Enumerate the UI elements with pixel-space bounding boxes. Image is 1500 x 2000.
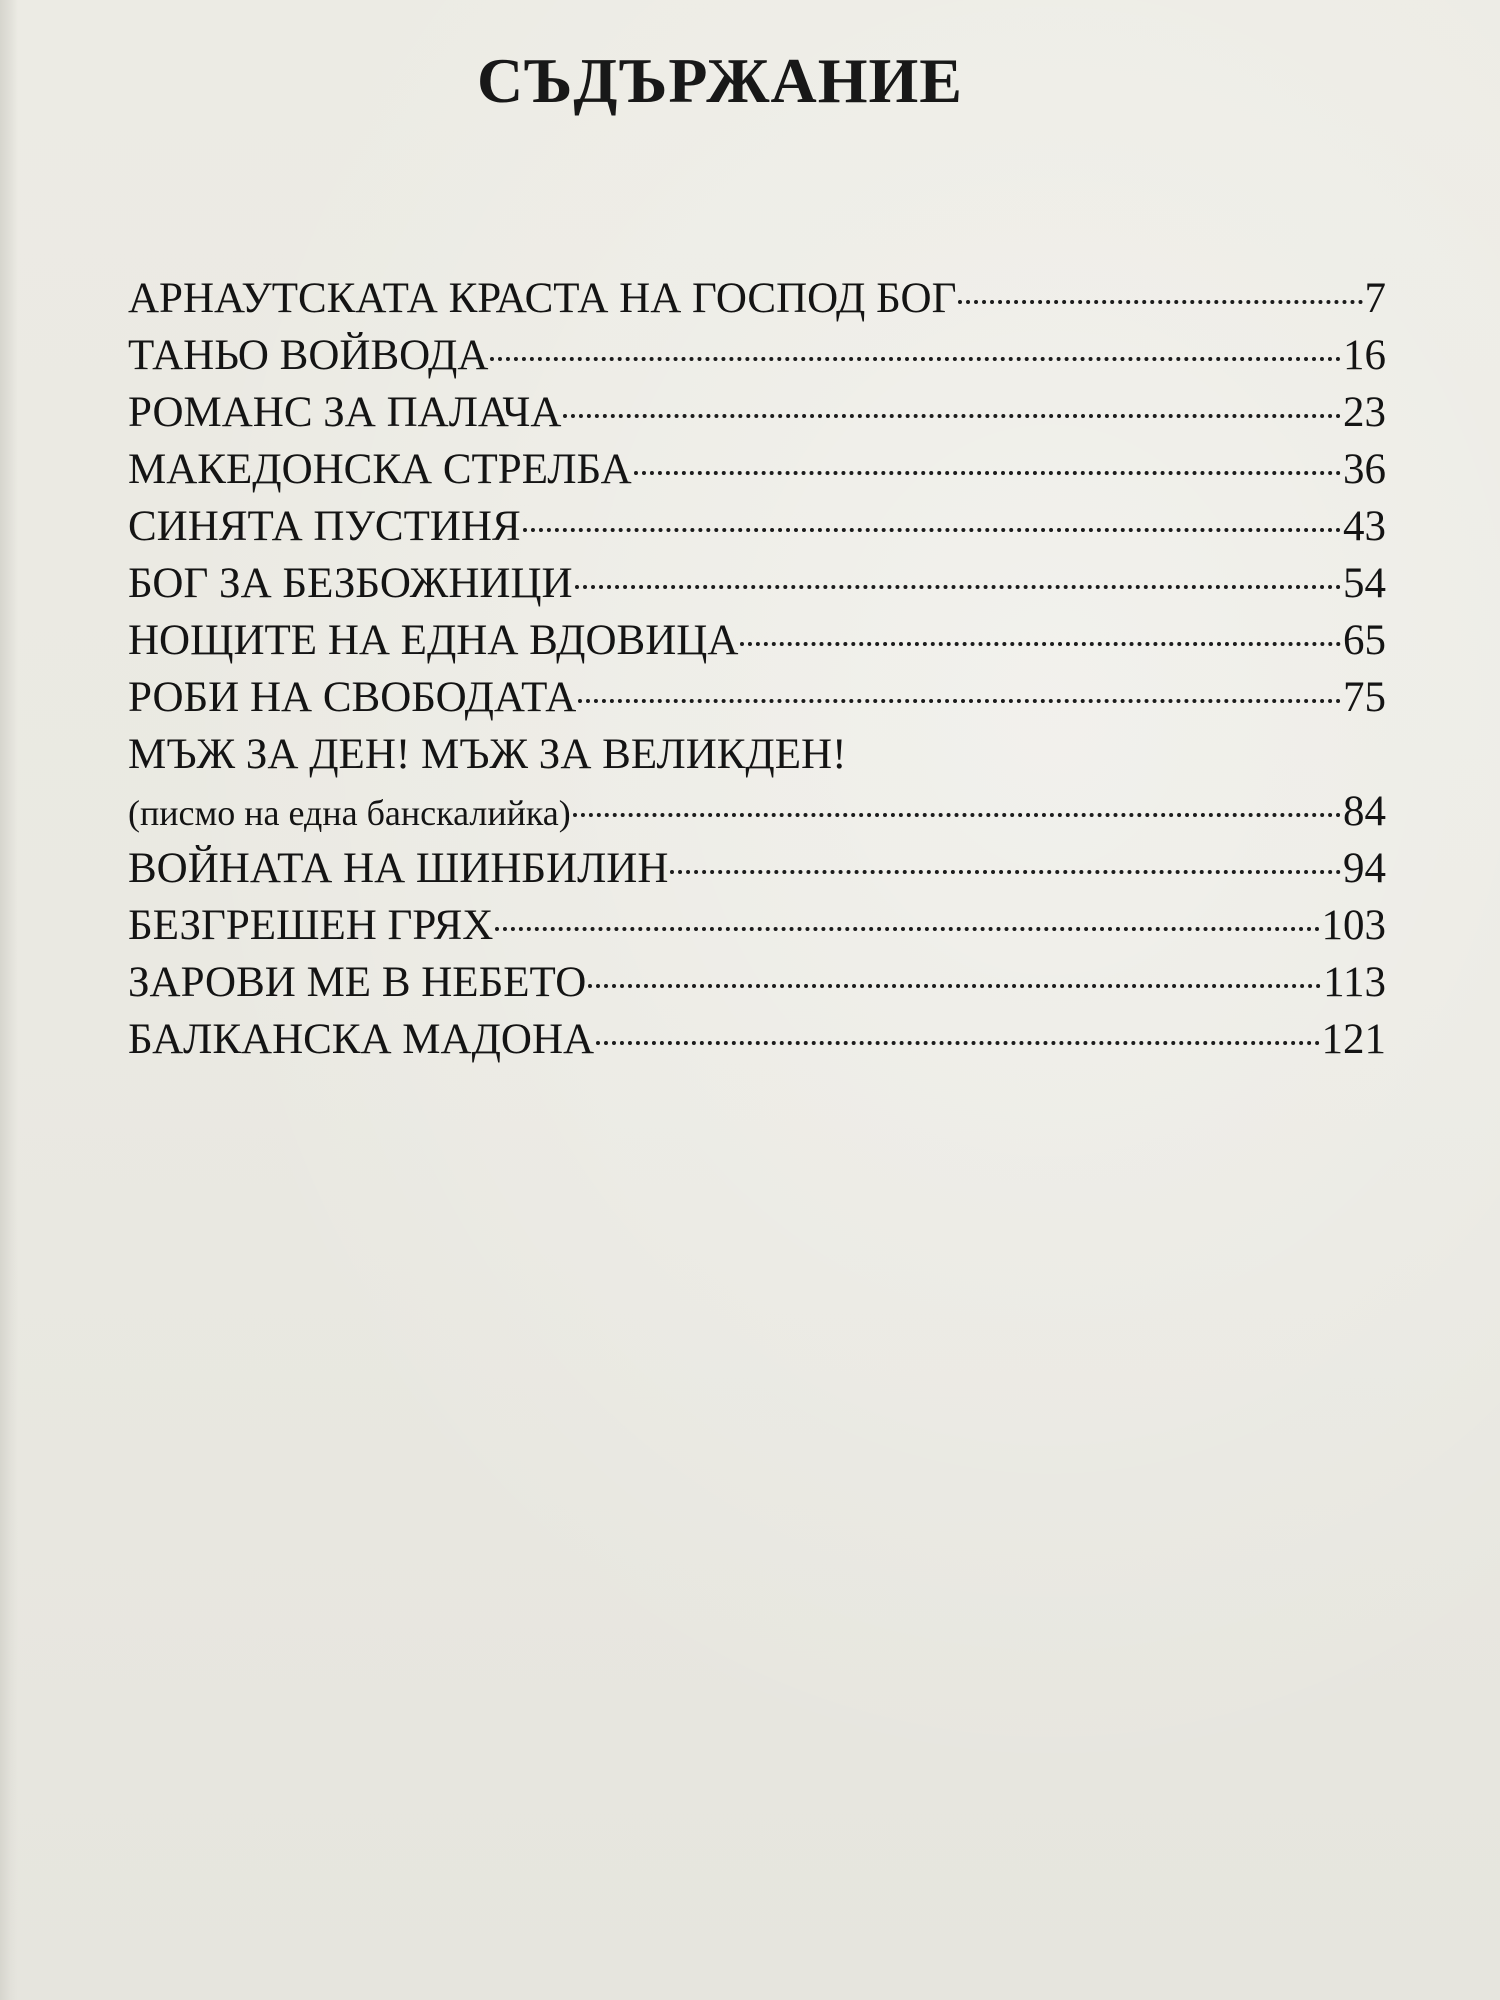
toc-entry-title: РОБИ НА СВОБОДАТА [128,674,577,721]
toc-entry [128,327,1386,384]
toc-entry-page: 43 [1343,503,1386,550]
toc-dot-leader [575,585,1341,589]
toc-dot-leader [573,813,1341,817]
toc-dot-leader [490,357,1341,361]
toc-dot-leader [523,528,1341,532]
toc-entry-title: БАЛКАНСКА МАДОНА [128,1016,595,1063]
toc-dot-leader [596,1041,1319,1045]
toc-entry [128,783,1386,840]
toc-entry-page: 75 [1343,674,1386,721]
toc-entry-title: АРНАУТСКАТА КРАСТА НА ГОСПОД БОГ [128,275,957,322]
toc-entry-title: МАКЕДОНСКА СТРЕЛБА [128,446,632,493]
toc-entry [128,555,1386,612]
toc-entry-page: 36 [1343,446,1386,493]
toc-dot-leader [495,927,1319,931]
toc-entry-title: МЪЖ ЗА ДЕН! МЪЖ ЗА ВЕЛИКДЕН! [128,731,847,778]
toc-entry-title: РОМАНС ЗА ПАЛАЧА [128,389,562,436]
toc-entry [128,441,1386,498]
toc-entry-page: 84 [1343,788,1386,835]
toc-entry-subtitle: (писмо на една банскалийка) [128,793,571,833]
toc-dot-leader [670,870,1341,874]
toc-dot-leader [634,471,1341,475]
toc-entry-page: 103 [1321,902,1386,949]
toc-entry [128,897,1386,954]
toc-entry-page: 121 [1321,1016,1386,1063]
toc-entry [128,270,1386,327]
toc-entry-page: 113 [1323,959,1386,1006]
toc-entry-title: БЕЗГРЕШЕН ГРЯХ [128,902,494,949]
toc-entry-page: 23 [1343,389,1386,436]
toc-entry [128,669,1386,726]
table-of-contents [128,270,1386,1068]
toc-dot-leader [740,642,1341,646]
spine-shadow [0,0,18,2000]
toc-entry-title: ЗАРОВИ МЕ В НЕБЕТО [128,959,587,1006]
toc-entry-page: 94 [1343,845,1386,892]
toc-entry-title: ВОЙНАТА НА ШИНБИЛИН [128,845,669,892]
toc-entry-page: 7 [1364,275,1386,322]
toc-entry-title: НОЩИТЕ НА ЕДНА ВДОВИЦА [128,617,739,664]
toc-entry-title: ТАНЬО ВОЙВОДА [128,332,489,379]
toc-dot-leader [578,699,1341,703]
toc-entry [128,840,1386,897]
toc-entry-title-line [128,726,1386,783]
toc-entry [128,498,1386,555]
toc-dot-leader [563,414,1341,418]
toc-entry [128,612,1386,669]
page-title: СЪДЪРЖАНИЕ [477,45,963,116]
toc-entry-page: 16 [1343,332,1386,379]
toc-entry [128,954,1386,1011]
toc-dot-leader [588,984,1321,988]
toc-dot-leader [958,300,1362,304]
toc-entry [128,1011,1386,1068]
toc-entry-title: БОГ ЗА БЕЗБОЖНИЦИ [128,560,573,607]
toc-entry-page: 65 [1343,617,1386,664]
toc-entry-page: 54 [1343,560,1386,607]
toc-entry-title: СИНЯТА ПУСТИНЯ [128,503,521,550]
toc-entry [128,384,1386,441]
